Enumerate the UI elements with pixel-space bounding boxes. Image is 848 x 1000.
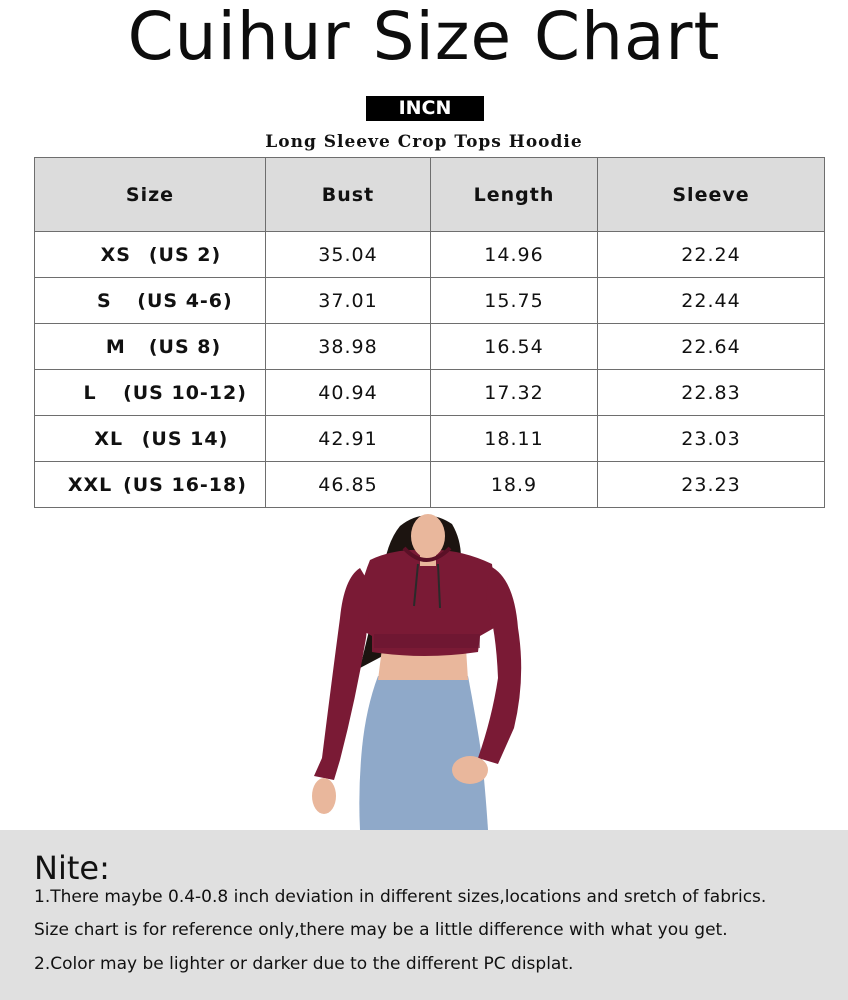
header-length: Length xyxy=(431,158,598,232)
bust-value: 42.91 xyxy=(266,416,431,462)
length-value: 18.11 xyxy=(431,416,598,462)
size-label: XXL xyxy=(67,473,113,496)
right-hand-shape xyxy=(452,756,488,784)
face-shape xyxy=(411,514,445,558)
table-row xyxy=(35,324,825,370)
us-size: (US 8) xyxy=(148,335,222,358)
us-size: (US 4-6) xyxy=(137,289,233,312)
us-size: (US 2) xyxy=(148,243,222,266)
sleeve-value: 22.83 xyxy=(598,370,825,416)
length-value: 18.9 xyxy=(431,462,598,508)
size-label: M xyxy=(105,335,126,358)
note-line-3: 2.Color may be lighter or darker due to the different PC displat. xyxy=(34,954,574,974)
model-photo xyxy=(300,508,550,830)
size-cell xyxy=(35,324,266,370)
note-line-2: Size chart is for reference only,there may be a little difference with what you get. xyxy=(34,920,728,940)
size-label: L xyxy=(83,381,97,404)
length-value: 16.54 xyxy=(431,324,598,370)
size-cell xyxy=(35,232,266,278)
note-line-1: 1.There maybe 0.4-0.8 inch deviation in different sizes,locations and sretch of fabrics. xyxy=(34,887,767,907)
us-size: (US 10-12) xyxy=(123,381,247,404)
model-illustration xyxy=(300,508,550,830)
size-cell xyxy=(35,416,266,462)
size-table xyxy=(34,157,825,508)
bust-value: 46.85 xyxy=(266,462,431,508)
table-row xyxy=(35,278,825,324)
sleeve-value: 22.24 xyxy=(598,232,825,278)
bust-value: 38.98 xyxy=(266,324,431,370)
hoodie-hem-shape xyxy=(374,634,480,648)
length-value: 14.96 xyxy=(431,232,598,278)
table-row xyxy=(35,462,825,508)
size-cell xyxy=(35,370,266,416)
bust-value: 40.94 xyxy=(266,370,431,416)
product-name: Long Sleeve Crop Tops Hoodie xyxy=(265,132,583,152)
sleeve-value: 23.23 xyxy=(598,462,825,508)
us-size: (US 14) xyxy=(141,427,229,450)
header-size: Size xyxy=(35,158,266,232)
us-size: (US 16-18) xyxy=(123,473,247,496)
size-cell xyxy=(35,462,266,508)
bust-value: 37.01 xyxy=(266,278,431,324)
unit-badge: INCN xyxy=(366,96,484,121)
table-row xyxy=(35,416,825,462)
sleeve-value: 22.64 xyxy=(598,324,825,370)
header-sleeve: Sleeve xyxy=(598,158,825,232)
length-value: 17.32 xyxy=(431,370,598,416)
sleeve-value: 22.44 xyxy=(598,278,825,324)
table-row xyxy=(35,370,825,416)
header-bust: Bust xyxy=(266,158,431,232)
sleeve-value: 23.03 xyxy=(598,416,825,462)
jeans-shape xyxy=(359,676,488,830)
notes-section xyxy=(0,830,848,1000)
size-label: XL xyxy=(94,427,124,450)
size-cell xyxy=(35,278,266,324)
table-header-row xyxy=(35,158,825,232)
table-row xyxy=(35,232,825,278)
size-label: S xyxy=(96,289,112,312)
notes-title: Nite: xyxy=(34,849,110,887)
size-label: XS xyxy=(100,243,131,266)
chart-title: Cuihur Size Chart xyxy=(127,0,721,75)
bust-value: 35.04 xyxy=(266,232,431,278)
left-hand-shape xyxy=(312,778,336,814)
length-value: 15.75 xyxy=(431,278,598,324)
